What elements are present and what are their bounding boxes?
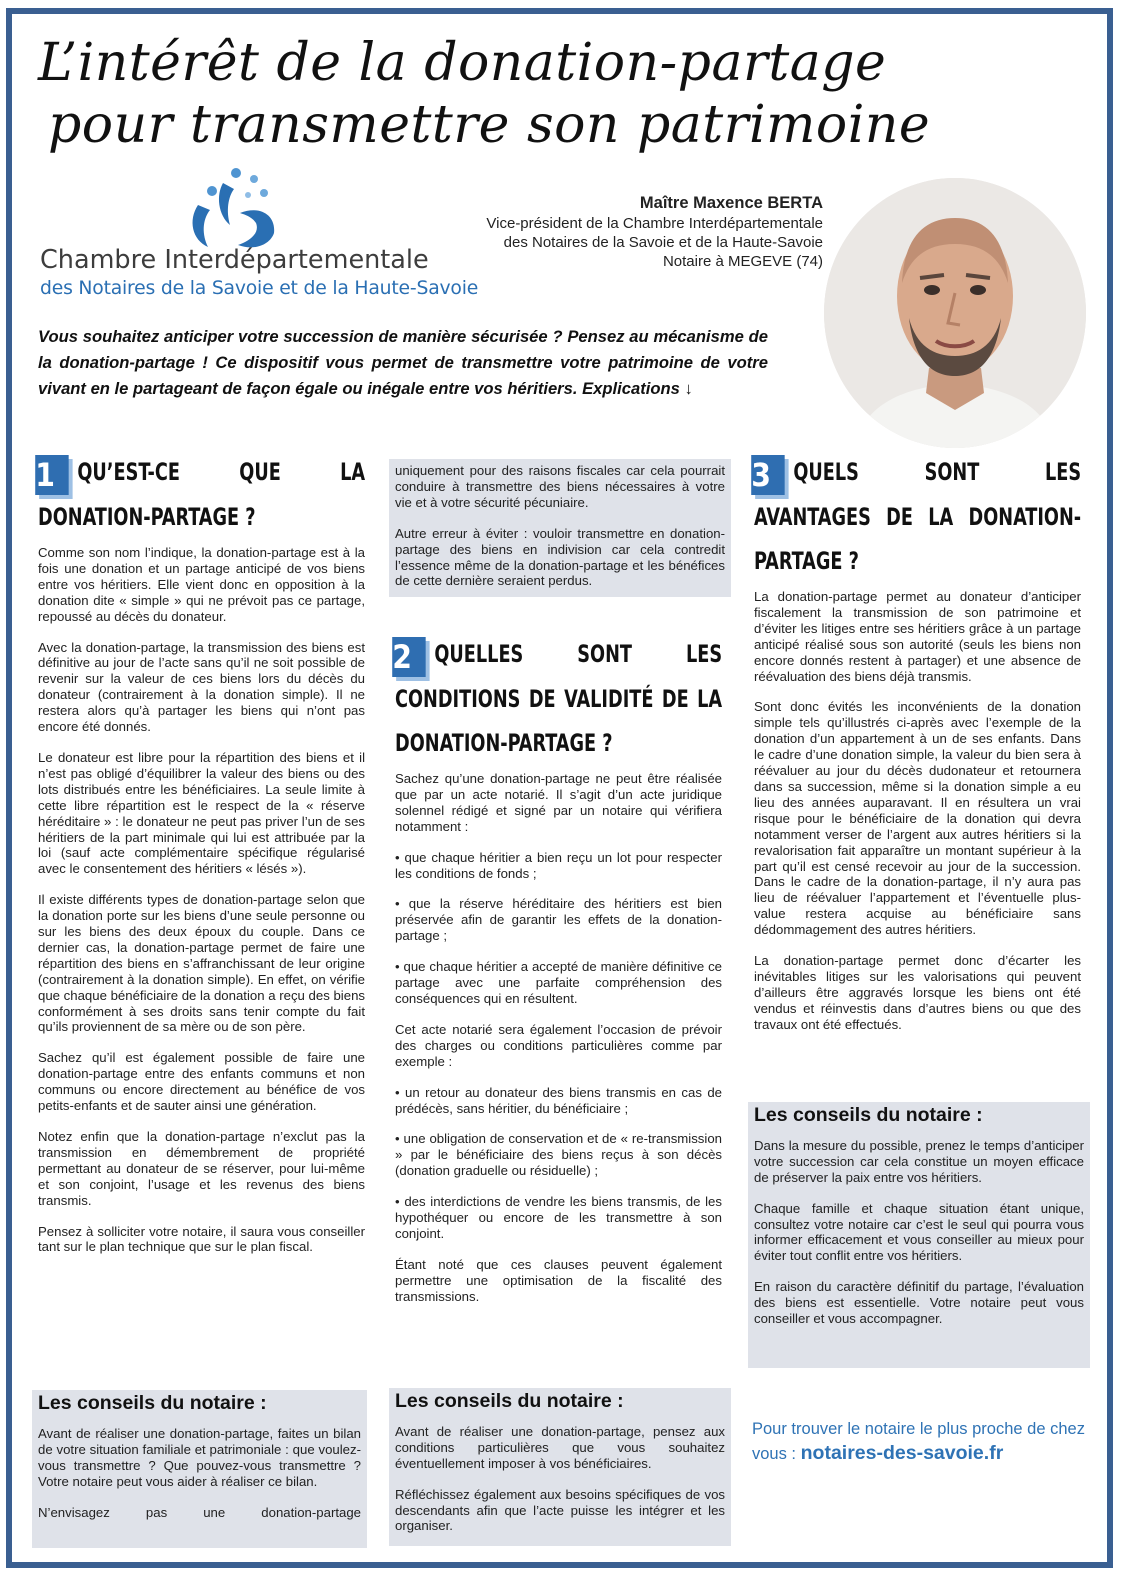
section-1-continued-text: uniquement pour des raisons fiscales car cela pourrait conduire à transmettre des biens nécessaires à votre vie et à votre sécurité pécuniaire.	[395, 463, 725, 510]
section-2-bullet: • que chaque héritier a bien reçu un lot pour respecter les conditions de fonds ;	[395, 849, 722, 881]
section-2-advice-text: Avant de réaliser une donation-partage, pensez aux conditions particulières que vous souhaitez éventuellement imposer à vos bénéficiaires.	[395, 1423, 725, 1471]
author-portrait	[824, 178, 1086, 448]
logo-text-line-1: Chambre Interdépartementale	[40, 245, 429, 275]
author-role-1: Vice-président de la Chambre Interdépartementale	[486, 215, 823, 232]
section-3-paragraph: Sont donc évités les inconvénients de la donation simple tels qu’illustrés ci-après avec l’exemple de la donation d’un appartement à un de ses enfants. Dans le cadre d’une donation simple, la valeur du bien sera à réévaluer au jour du décès dudonateur et retournera dans sa succession, même si la donation simple a eu lieu des années auparavant. Il en résultera un vrai risque pour le bénéficiaire de la donation qui devra notamment verser de l’argent aux autres héritiers si la revalorisation fait apparaître un montant supérieur à la part qu’il est censé recevoir au jour de la succession. Dans le cadre de la donation-partage, il n’y aura pas lieu de réévaluer l’appartement et l’éventuelle plus-value restera acquise au bénéficiaire sans dédommagement des autres héritiers.	[754, 699, 1081, 938]
section-1-advice-text: Avant de réaliser une donation-partage, faites un bilan de votre situation familiale et patrimoniale : que voulez-vous transmettre ? Que pouvez-vous transmettre ? Votre notaire peut vous aider à réaliser ce bilan.	[38, 1425, 361, 1489]
section-1-advice-text: N’envisagez pas une donation-partage	[38, 1504, 361, 1520]
section-2-advice-box	[389, 1388, 731, 1546]
section-2-paragraph: Cet acte notarié sera également l’occasion de prévoir des charges ou conditions particulières comme par exemple :	[395, 1021, 722, 1069]
title-line-2: pour transmettre son patrimoine	[48, 95, 931, 155]
author-block	[486, 192, 823, 271]
section-3-number: 3	[751, 455, 784, 495]
author-role-2: des Notaires de la Savoie et de la Haute-Savoie	[503, 234, 823, 251]
section-2-advice-title: Les conseils du notaire :	[395, 1390, 624, 1412]
section-1-title: QU’EST-CE QUE LA DONATION-PARTAGE ?	[38, 458, 366, 531]
section-3-advice-title: Les conseils du notaire :	[754, 1104, 983, 1126]
section-3-heading	[751, 450, 1082, 583]
section-1-paragraph: Sachez qu’il est également possible de faire une donation-partage entre des enfants communs et non communs ou encore directement au bénéfice de vos petits-enfants et de sauter ainsi une génération.	[38, 1050, 365, 1114]
footer-notary-finder	[752, 1417, 1092, 1466]
column-1	[35, 450, 366, 1270]
title-line-1: L’intérêt de la donation-partage	[38, 33, 887, 93]
author-role-3: Notaire à MEGEVE (74)	[662, 253, 823, 270]
section-2-paragraph: Sachez qu’une donation-partage ne peut être réalisée que par un acte notarié. Il s’agit d’un acte juridique solennel rédigé et signé par un notaire qui vérifiera notamment :	[395, 771, 722, 834]
section-3-title: QUELS SONT LES AVANTAGES DE LA DONATION-PARTAGE ?	[754, 458, 1082, 575]
chamber-logo	[38, 165, 479, 305]
section-2-advice-text: Réfléchissez également aux besoins spécifiques de vos descendants afin que l’acte puisse les intégrer et les organiser.	[395, 1486, 725, 1534]
section-1-number: 1	[35, 455, 68, 495]
section-2-bullet: • que chaque héritier a accepté de manière définitive ce partage avec une parfaite compréhension des conséquences qui en résultent.	[395, 959, 722, 1006]
logo-text-line-2: des Notaires de la Savoie et de la Haute-Savoie	[40, 278, 479, 299]
section-1-paragraph: Comme son nom l’indique, la donation-partage est à la fois une donation et un partage anticipé de vos biens entre vos héritiers. Elle vient donc en opposition à la donation dite « simple » qui ne prévoit pas ce partage, repoussé au décès du donateur.	[38, 545, 365, 624]
section-2-number: 2	[392, 637, 425, 677]
notaires-link[interactable]: notaires-des-savoie.fr	[800, 1442, 1004, 1464]
section-2-heading	[392, 632, 723, 765]
section-1-heading	[35, 450, 366, 539]
column-3	[751, 450, 1082, 1048]
logo-mark-icon	[178, 165, 298, 255]
section-1-continued-text: Autre erreur à éviter : vouloir transmettre en donation-partage des biens en indivision car cela contredit l’essence même de la donation-partage et les bénéfices de cette dernière seraient perdus.	[395, 525, 725, 589]
section-3-advice-text: Chaque famille et chaque situation étant unique, consultez votre notaire car c’est le seul qui pourra vous informer efficacement et vous conseiller au mieux pour éviter tout conflit entre vos héritiers.	[754, 1200, 1084, 1264]
intro-text: Vous souhaitez anticiper votre succession de manière sécurisée ? Pensez au mécanisme de la donation-partage ! Ce dispositif vous permet de transmettre votre patrimoine de votre vivant en le partageant de façon égale ou inégale entre vos héritiers. Explications ↓	[38, 327, 768, 398]
section-3-advice-text: Dans la mesure du possible, prenez le temps d’anticiper votre succession car cela constitue un moyen efficace de préserver la paix entre vos héritiers.	[754, 1137, 1084, 1185]
section-3-advice-text: En raison du caractère définitif du partage, l’évaluation des biens est essentielle. Votre notaire peut vous conseiller et vous accompagner.	[754, 1279, 1084, 1327]
section-1-paragraph: Pensez à solliciter votre notaire, il saura vous conseiller tant sur le plan technique que sur le plan fiscal.	[38, 1223, 365, 1255]
section-2-bullet: • des interdictions de vendre les biens transmis, de les hypothéquer ou encore de les transmettre à son conjoint.	[395, 1194, 722, 1241]
portrait-illustration	[824, 178, 1086, 448]
section-1-advice-title: Les conseils du notaire :	[38, 1392, 267, 1414]
footer-text: Pour trouver le notaire le plus proche de chez vous :	[752, 1420, 1085, 1463]
section-2-bullet: • une obligation de conservation et de « re-transmission » par le bénéficiaire des biens reçus à son décès (donation graduelle ou résiduelle) ;	[395, 1131, 722, 1179]
author-name: Maître Maxence BERTA	[639, 194, 823, 212]
section-2-title: QUELLES SONT LES CONDITIONS DE VALIDITÉ DE LA DONATION-PARTAGE ?	[395, 640, 723, 757]
article-title	[38, 32, 1098, 156]
section-1-continued-box	[389, 459, 731, 597]
section-1-paragraph: Avec la donation-partage, la transmission des biens est définitive au jour de l’acte sans qu’il ne soit possible de revenir sur la valeur de ces biens lors du décès du donateur (contrairement à la donation simple). Il ne restera alors qu’à partager les biens qui n’ont pas encore été donnés.	[38, 639, 365, 735]
section-3-advice-box	[748, 1102, 1090, 1368]
section-2-bullet: • un retour au donateur des biens transmis en cas de prédécès, sans héritier, du bénéficiaire ;	[395, 1084, 722, 1116]
section-3-paragraph: La donation-partage permet au donateur d’anticiper fiscalement la transmission de son patrimoine et d’éviter les litiges entre ses héritiers grâce à un partage anticipé réalisé sous son autorité (seuls les biens non encore donnés restent à partager) et une absence de réévaluation des biens déjà transmis.	[754, 589, 1081, 684]
column-2	[392, 632, 723, 1320]
section-2-bullet: • que la réserve héréditaire des héritiers est bien préservée afin de garantir les effets de la donation-partage ;	[395, 896, 722, 944]
section-1-paragraph: Il existe différents types de donation-partage selon que la donation porte sur les biens d’une seule personne ou sur les biens des deux époux du couple. Dans ce dernier cas, la donation-partage permet de faire une répartition des biens en s’affranchissant de leur origine (contrairement à la donation simple). En effet, on vérifie que chaque bénéficiaire de la donation a reçu des biens conformément à ses droits sans tenir compte du fait qu’ils proviennent de sa mère ou de son père.	[38, 892, 365, 1035]
section-3-paragraph: La donation-partage permet donc d’écarter les inévitables litiges sur les valorisations qui peuvent d’ailleurs être aggravés lorsque les biens ont été vendus et réinvestis dans d’autres biens ou que des travaux ont été effectués.	[754, 953, 1081, 1032]
section-1-paragraph: Notez enfin que la donation-partage n’exclut pas la transmission en démembrement de propriété permettant au donateur de se réserver, pour lui-même et son conjoint, l’usage et les revenus des biens transmis.	[38, 1129, 365, 1208]
section-1-advice-box	[32, 1390, 367, 1548]
section-1-paragraph: Le donateur est libre pour la répartition des biens et il n’est pas obligé d’équilibrer la valeur des biens ou des lots distribués entre les bénéficiaires. La seule limite à cette libre répartition est le respect de la « réserve héréditaire » : le donateur ne peut pas priver l’un de ses héritiers de la part minimale qui lui est attribuée par la loi (sauf acte complémentaire spécifique régularisé avec le consentement des héritiers « lésés »).	[38, 749, 365, 877]
section-2-paragraph: Étant noté que ces clauses peuvent également permettre une optimisation de la fiscalité des transmissions.	[395, 1256, 722, 1304]
